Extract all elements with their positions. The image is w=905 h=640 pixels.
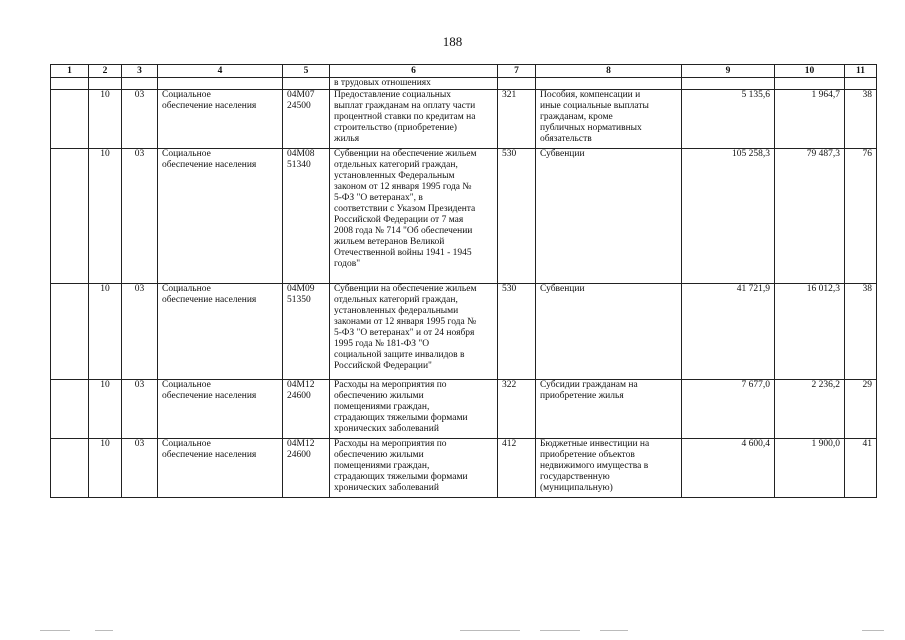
cell-actual-amount: 1 900,0 (775, 439, 845, 498)
cell-section-name (158, 284, 283, 380)
cell-plan-amount: 5 135,6 (682, 90, 775, 149)
cell-section-name-line: обеспечение населения (162, 450, 257, 460)
cell-description (330, 284, 498, 380)
cell-section-name-line: обеспечение населения (162, 160, 257, 170)
cell-expense-name (536, 284, 682, 380)
cell-description (330, 380, 498, 439)
cell-target-article-line: 24500 (287, 101, 311, 111)
cell-description-line: хронических заболеваний (334, 424, 439, 434)
cell-description-line: Отечественной войны 1941 - 1945 (334, 248, 472, 258)
column-header-7: 7 (498, 65, 536, 78)
column-header-3: 3 (122, 65, 158, 78)
cell-description-line: процентной ставки по кредитам на (334, 112, 476, 122)
cell-section-name-line: обеспечение населения (162, 391, 257, 401)
continuation-text: в трудовых отношениях (330, 78, 498, 90)
cell-target-article-line: 04М12 (287, 439, 315, 449)
table-row (51, 90, 877, 149)
cell-target-article (283, 90, 330, 149)
cell-target-article-line: 04М08 (287, 149, 315, 159)
cell-description-line: установленных Федеральным (334, 171, 455, 181)
column-header-1: 1 (51, 65, 89, 78)
cell-percent: 38 (845, 284, 877, 380)
cell-description-line: социальной защите инвалидов в (334, 350, 465, 360)
cell-target-article-line: 24600 (287, 391, 311, 401)
cell-expense-name-line: недвижимого имущества в (540, 461, 649, 471)
cell-expense-name-line: Пособия, компенсации и (540, 90, 641, 100)
cell-section-name-line: обеспечение населения (162, 101, 257, 111)
cell-expense-name (536, 439, 682, 498)
cell-expense-name-line: (муниципальную) (540, 483, 613, 493)
cell-description-line: Субвенции на обеспечение жильем (334, 149, 477, 159)
cell-col1 (51, 149, 89, 284)
cell-section: 10 (89, 380, 122, 439)
cell-description-line: Российской Федерации от 7 мая (334, 215, 464, 225)
cell-subsection: 03 (122, 284, 158, 380)
column-header-5: 5 (283, 65, 330, 78)
cell-target-article (283, 380, 330, 439)
cell-percent: 76 (845, 149, 877, 284)
cell-expense-name-line: обязательств (540, 134, 592, 144)
cell-target-article (283, 439, 330, 498)
cell-percent: 29 (845, 380, 877, 439)
cell-subsection: 03 (122, 90, 158, 149)
column-header-6: 6 (330, 65, 498, 78)
cell-section-name (158, 439, 283, 498)
cell-description-line: годов" (334, 259, 361, 269)
header-row (51, 65, 877, 78)
cell-target-article-line: 24600 (287, 450, 311, 460)
cell-target-article (283, 149, 330, 284)
cell-description-line: законом от 12 января 1995 года № (334, 182, 472, 192)
cell-section-name-line: Социальное (162, 149, 211, 159)
cell-description-line: отдельных категорий граждан, (334, 295, 458, 305)
cell-actual-amount: 2 236,2 (775, 380, 845, 439)
cell-section-name-line: Социальное (162, 439, 211, 449)
cell-expense-name (536, 90, 682, 149)
cell-plan-amount: 105 258,3 (682, 149, 775, 284)
column-header-10: 10 (775, 65, 845, 78)
cell-section-name (158, 90, 283, 149)
cell-plan-amount: 41 721,9 (682, 284, 775, 380)
table-row (51, 380, 877, 439)
cell-description-line: Расходы на мероприятия по (334, 439, 447, 449)
cell-description-line: отдельных категорий граждан, (334, 160, 458, 170)
column-header-11: 11 (845, 65, 877, 78)
cell-description (330, 439, 498, 498)
table-row (51, 284, 877, 380)
table-row (51, 439, 877, 498)
cell-expense-name-line: Бюджетные инвестиции на (540, 439, 650, 449)
cell-description-line: обеспечению жилыми (334, 391, 424, 401)
cell-expense-name-line: приобретение жилья (540, 391, 624, 401)
cell-description-line: 5-ФЗ "О ветеранах", в (334, 193, 423, 203)
cell-actual-amount: 79 487,3 (775, 149, 845, 284)
cell-description-line: законами от 12 января 1995 года № (334, 317, 477, 327)
cell-target-article-line: 04М07 (287, 90, 315, 100)
cell-expense-name-line: Субвенции (540, 149, 585, 159)
cell-description-line: Российской Федерации" (334, 361, 432, 371)
cell-section: 10 (89, 284, 122, 380)
cell-expense-type: 530 (498, 284, 536, 380)
cell-expense-name-line: Субсидии гражданам на (540, 380, 638, 390)
continuation-row (51, 78, 877, 90)
cell-section: 10 (89, 439, 122, 498)
table-row (51, 149, 877, 284)
cell-expense-type: 412 (498, 439, 536, 498)
cell-expense-name-line: государственную (540, 472, 610, 482)
cell-subsection: 03 (122, 149, 158, 284)
cell-expense-name-line: Субвенции (540, 284, 585, 294)
cell-description-line: 2008 года № 714 "Об обеспечении (334, 226, 473, 236)
cell-description-line: обеспечению жилыми (334, 450, 424, 460)
cell-target-article-line: 04М12 (287, 380, 315, 390)
budget-table (50, 64, 877, 498)
cell-subsection: 03 (122, 380, 158, 439)
cell-expense-name-line: иные социальные выплаты (540, 101, 649, 111)
cell-description-line: помещениями граждан, (334, 402, 430, 412)
cell-plan-amount: 4 600,4 (682, 439, 775, 498)
cell-target-article-line: 51350 (287, 295, 311, 305)
cell-plan-amount: 7 677,0 (682, 380, 775, 439)
cell-target-article (283, 284, 330, 380)
cell-description (330, 90, 498, 149)
cell-section-name-line: Социальное (162, 90, 211, 100)
cell-expense-type: 321 (498, 90, 536, 149)
cell-section-name-line: обеспечение населения (162, 295, 257, 305)
cell-description (330, 149, 498, 284)
cell-section-name-line: Социальное (162, 380, 211, 390)
cell-section-name (158, 380, 283, 439)
cell-description-line: Предоставление социальных (334, 90, 452, 100)
cell-description-line: помещениями граждан, (334, 461, 430, 471)
cell-description-line: страдающих тяжелыми формами (334, 472, 468, 482)
column-header-4: 4 (158, 65, 283, 78)
cell-percent: 41 (845, 439, 877, 498)
cell-description-line: страдающих тяжелыми формами (334, 413, 468, 423)
column-header-9: 9 (682, 65, 775, 78)
cell-description-line: соответствии с Указом Президента (334, 204, 476, 214)
cell-description-line: строительство (приобретение) (334, 123, 457, 133)
cell-description-line: выплат гражданам на оплату части (334, 101, 476, 111)
cell-subsection: 03 (122, 439, 158, 498)
cell-col1 (51, 90, 89, 149)
column-header-8: 8 (536, 65, 682, 78)
cell-expense-name-line: публичных нормативных (540, 123, 642, 133)
cell-description-line: установленных федеральными (334, 306, 459, 316)
cell-description-line: хронических заболеваний (334, 483, 439, 493)
cell-actual-amount: 16 012,3 (775, 284, 845, 380)
cell-description-line: Расходы на мероприятия по (334, 380, 447, 390)
cell-actual-amount: 1 964,7 (775, 90, 845, 149)
cell-expense-name-line: приобретение объектов (540, 450, 635, 460)
cell-section-name (158, 149, 283, 284)
column-header-2: 2 (89, 65, 122, 78)
cell-description-line: 1995 года № 181-ФЗ "О (334, 339, 430, 349)
cell-section-name-line: Социальное (162, 284, 211, 294)
cell-target-article-line: 51340 (287, 160, 311, 170)
cell-description-line: жилья (334, 134, 360, 144)
cell-col1 (51, 284, 89, 380)
cell-description-line: 5-ФЗ "О ветеранах" и от 24 ноября (334, 328, 475, 338)
cell-expense-name-line: гражданам, кроме (540, 112, 613, 122)
cell-percent: 38 (845, 90, 877, 149)
cell-col1 (51, 439, 89, 498)
page-number: 188 (442, 34, 463, 49)
scan-artifacts (0, 628, 905, 634)
cell-col1 (51, 380, 89, 439)
cell-expense-type: 530 (498, 149, 536, 284)
cell-expense-type: 322 (498, 380, 536, 439)
cell-expense-name (536, 380, 682, 439)
cell-target-article-line: 04М09 (287, 284, 315, 294)
cell-expense-name (536, 149, 682, 284)
cell-section: 10 (89, 90, 122, 149)
cell-section: 10 (89, 149, 122, 284)
cell-description-line: жильем ветеранов Великой (334, 237, 445, 247)
cell-description-line: Субвенции на обеспечение жильем (334, 284, 477, 294)
